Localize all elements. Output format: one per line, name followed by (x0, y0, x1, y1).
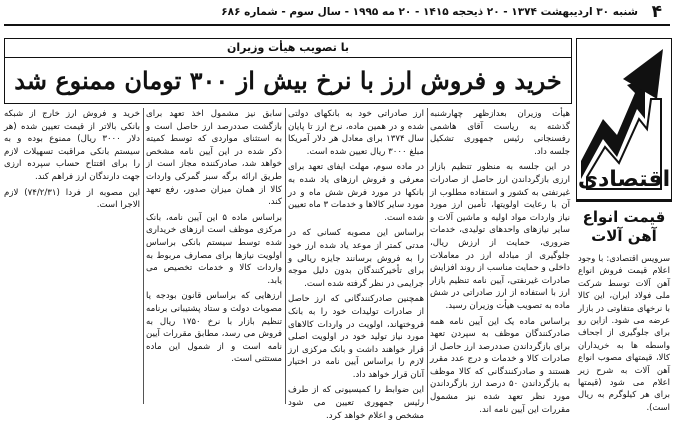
article-column-4 (4, 108, 140, 404)
section-logo-box (576, 38, 672, 200)
article-paragraph: براساس این مصوبه کسانی که در مدتی کمتر از موعد یاد شده ارز خود را به فروش برسانند جایزه ریالی و برای تأخیرکنندگان بدون دلیل موجه جرایمی در نظر گرفته شده است. (288, 228, 424, 289)
article-paragraph: براساس ماده ۵ این آیین نامه، بانک مرکزی موظف است ارزهای خریداری شده توسط سیستم بانکی براساس اولویت نیازها برای مصارف مربوط به واردات کالا و خدمات تخصیص می یابد. (146, 212, 282, 286)
article-paragraph: این ضوابط را کمیسیونی که از طرف رئیس جمهوری تعیین می شود مشخص و اعلام خواهد کرد. (288, 385, 424, 421)
article-paragraph: ارزهایی که براساس قانون بودجه یا مصوبات دولت و ستاد پشتیبانی برنامه تنظیم بازار با نرخ ۱۷۵۰ ریال به فروش می رسد، مطابق مقررات آیین نامه است و از شمول این ماده مستثنی است. (146, 291, 282, 365)
section-label: اقتصادی (577, 167, 671, 192)
article-column-3 (146, 108, 282, 404)
kicker-rule (5, 57, 571, 58)
article-paragraph: ارز صادراتی خود به بانکهای دولتی شده و در همین ماده، نرخ ارز تا پایان سال ۱۳۷۴ برای معادل هر دلار آمریکا مبلغ ۳۰۰۰ ریال تعیین شده است. (288, 109, 424, 157)
headline: خرید و فروش ارز با نرخ بیش از ۳۰۰ تومان ممنوع شد (14, 65, 562, 95)
side-article-body: سرویس اقتصادی: با وجود اعلام قیمت فروش انواع آهن آلات توسط شرکت ملی فولاد ایران، این کالا با نرخهای متفاوتی در بازار عرضه می شود. ازاین رو برای جلوگیری از اجحاف واسطه ها به خریداران کالا، قیمتهای مصوب انواع آهن آلات به شرح زیر اعلام می شود (قیمتها برای هر کیلوگرم به ریال است). (578, 253, 670, 412)
article-paragraph: سابق نیز مشمول اخذ تعهد برای بازگشت صددرصد ارز حاصل است و به استثنای مواردی که توسط کمیته ذکر شده در این آیین نامه مشخص خواهد شد، صادرکننده مجاز است از طریق ارائه برگه سبز گمرکی واردات کالا از همان میزان صدور، رفع تعهد کند. (146, 109, 282, 208)
column-divider (285, 108, 286, 404)
column-divider (427, 108, 428, 404)
article-columns (4, 108, 570, 421)
article-paragraph: خرید و فروش ارز خارج از شبکه بانکی بالاتر از قیمت تعیین شده (هر دلار ۳۰۰۰ ریال) ممنوع بوده و به سیستم بانکی مراقبت تسهیلات لازم را برای افتتاح حساب سپرده ارزی جهت دارندگان ارز فراهم کند. (4, 109, 140, 182)
dateline: شنبه ۳۰ اردیبهشت ۱۳۷۴ - ۲۰ ذیحجه ۱۴۱۵ - ۲۰ مه ۱۹۹۵ - سال سوم - شماره ۶۸۶ (221, 6, 638, 18)
article-paragraph: این مصوبه از فردا (۷۴/۲/۳۱) لازم الاجرا است. (4, 187, 140, 211)
headline-kicker: با تصویب هیأت وزیران (227, 41, 349, 54)
article-paragraph: براساس ماده یک این آیین نامه همه صادرکنندگان موظف به سپردن تعهد برای بازگرداندن صددرصد ارز حاصل از صادرات کالا و خدمات و درج عدد مقرر هستند و صادرکنندگانی که کالا موظف به بازگرداندن ۵۰ درصد ارز بازگرداندن مورد نظر تعهد شده نیز مشمول مقررات این آیین نامه اند. (430, 316, 570, 415)
article-paragraph: در این جلسه به منظور تنظیم بازار ارزی بازگرداندن ارز حاصل از صادرات غیرنفتی به کشور و استفاده مطلوب از آن با رعایت اولویتها، تأمین ارز مورد نیاز واردات مواد اولیه و ماشین آلات و سایر نیازهای واحدهای تولیدی، خدمات ضروری، حمایت از ارزش ریال، جلوگیری از مبادله ارز در معاملات داخلی و حمایت مناسب از روند افزایش صادرات غیرنفتی، آیین نامه تنظیم بازار ارز با استفاده از ارز صادراتی در شش ماده به تصویب هیأت وزیران رسید. (430, 162, 570, 311)
section-rule (576, 200, 672, 202)
article-paragraph: هیأت وزیران بعدازظهر چهارشنبه گذشته به ریاست آقای هاشمی رفسنجانی رئیس جمهوری تشکیل جلسه داد. (430, 109, 570, 157)
article-paragraph: همچنین صادرکنندگانی که ارز حاصل از صادرات تولیدات خود را به بانک فروختهاند، اولویت در واردات کالاهای مورد نیاز تولید خود در اولویت اصلی قرار خواهند داشت و بانک مرکزی ارز لازم را براساس آیین نامه در اختیار آنان قرار خواهد داد. (288, 294, 424, 380)
column-divider (143, 108, 144, 404)
side-article-title: قیمت انواع آهن آلات (582, 208, 666, 245)
article-column-2 (288, 108, 424, 421)
page-number: ۴ (651, 2, 662, 22)
header-rule (4, 24, 670, 26)
article-paragraph: در ماده سوم، مهلت ایفای تعهد برای معرفی و فروش ارزهای یاد شده به بانکها در مورد فرش شش ماه و در مورد سایر کالاها و خدمات ۳ ماه تعیین شده است. (288, 162, 424, 223)
headline-box (4, 38, 572, 104)
article-column-1 (430, 108, 570, 415)
